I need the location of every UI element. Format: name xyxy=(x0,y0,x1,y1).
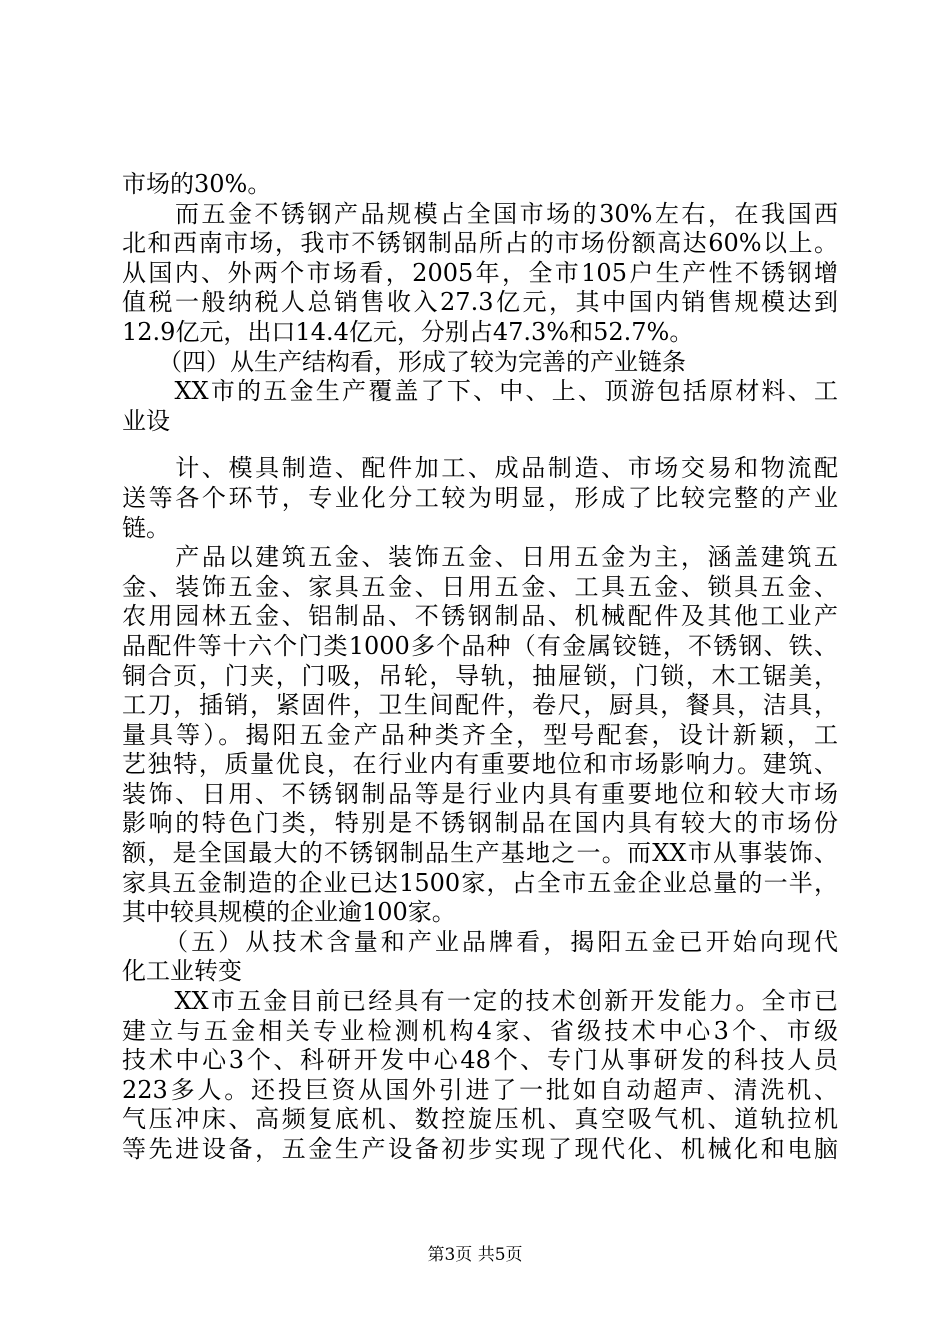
text-line: 223多人。还投巨资从国外引进了一批如自动超声、清洗机、 xyxy=(122,1075,838,1104)
text-line: 链。 xyxy=(122,513,170,542)
text-line: 影响的特色门类，特别是不锈钢制品在国内具有较大的市场份 xyxy=(122,809,838,838)
text-line: 市场的30%。 xyxy=(122,170,272,198)
text-line: XX市的五金生产覆盖了下、中、上、顶游包括原材料、工 xyxy=(122,377,838,406)
section-heading: 化工业转变 xyxy=(122,957,242,986)
text-line: 值税一般纳税人总销售收入27.3亿元，其中国内销售规模达到 xyxy=(122,288,838,317)
text-line: 量具等）。揭阳五金产品种类齐全，型号配套，设计新颖，工 xyxy=(122,720,838,749)
paragraph-gap xyxy=(122,436,838,454)
text-line: 北和西南市场，我市不锈钢制品所占的市场份额高达60%以上。 xyxy=(122,229,838,258)
text-line: 家具五金制造的企业已达1500家，占全市五金企业总量的一半， xyxy=(122,868,838,897)
text-line: 金、装饰五金、家具五金、日用五金、工具五金、锁具五金、 xyxy=(122,572,838,601)
text-line: 铜合页，门夹，门吸，吊轮，导轨，抽屉锁，门锁，木工锯美， xyxy=(122,661,838,690)
document-body xyxy=(122,170,838,1165)
text-line: 等先进设备，五金生产设备初步实现了现代化、机械化和电脑 xyxy=(122,1135,838,1163)
page-number-footer: 第3页 共5页 xyxy=(427,1245,523,1265)
text-line: 而五金不锈钢产品规模占全国市场的30%左右，在我国西 xyxy=(122,199,838,228)
text-line: 其中较具规模的企业逾100家。 xyxy=(122,898,456,927)
text-line: 工刀，插销，紧固件，卫生间配件，卷尺，厨具，餐具，洁具， xyxy=(122,691,838,720)
text-line: 装饰、日用、不锈钢制品等是行业内具有重要地位和较大市场 xyxy=(122,779,838,808)
section-heading: （五）从技术含量和产业品牌看，揭阳五金已开始向现代 xyxy=(122,927,838,956)
text-line: 12.9亿元，出口14.4亿元，分别占47.3%和52.7%。 xyxy=(122,317,694,346)
section-heading: （四）从生产结构看，形成了较为完善的产业链条 xyxy=(122,347,686,376)
text-line: 气压冲床、高频复底机、数控旋压机、真空吸气机、道轨拉机 xyxy=(122,1105,838,1134)
text-line: 技术中心3个、科研开发中心48个、专门从事研发的科技人员 xyxy=(122,1046,838,1075)
text-line: 业设 xyxy=(122,406,170,435)
text-line: 从国内、外两个市场看，2005年，全市105户生产性不锈钢增 xyxy=(122,258,838,287)
text-line: 送等各个环节，专业化分工较为明显，形成了比较完整的产业 xyxy=(122,483,838,512)
text-line: 产品以建筑五金、装饰五金、日用五金为主，涵盖建筑五 xyxy=(122,543,838,572)
text-line: 艺独特，质量优良，在行业内有重要地位和市场影响力。建筑、 xyxy=(122,750,838,779)
text-line: 计、模具制造、配件加工、成品制造、市场交易和物流配 xyxy=(122,454,838,483)
text-line: 农用园林五金、铝制品、不锈钢制品、机械配件及其他工业产 xyxy=(122,602,838,631)
text-line: XX市五金目前已经具有一定的技术创新开发能力。全市已 xyxy=(122,987,838,1016)
text-line: 额，是全国最大的不锈钢制品生产基地之一。而XX市从事装饰、 xyxy=(122,839,838,868)
text-line: 建立与五金相关专业检测机构4家、省级技术中心3个、市级 xyxy=(122,1016,838,1045)
text-line: 品配件等十六个门类1000多个品种（有金属铰链，不锈钢、铁、 xyxy=(122,631,838,660)
